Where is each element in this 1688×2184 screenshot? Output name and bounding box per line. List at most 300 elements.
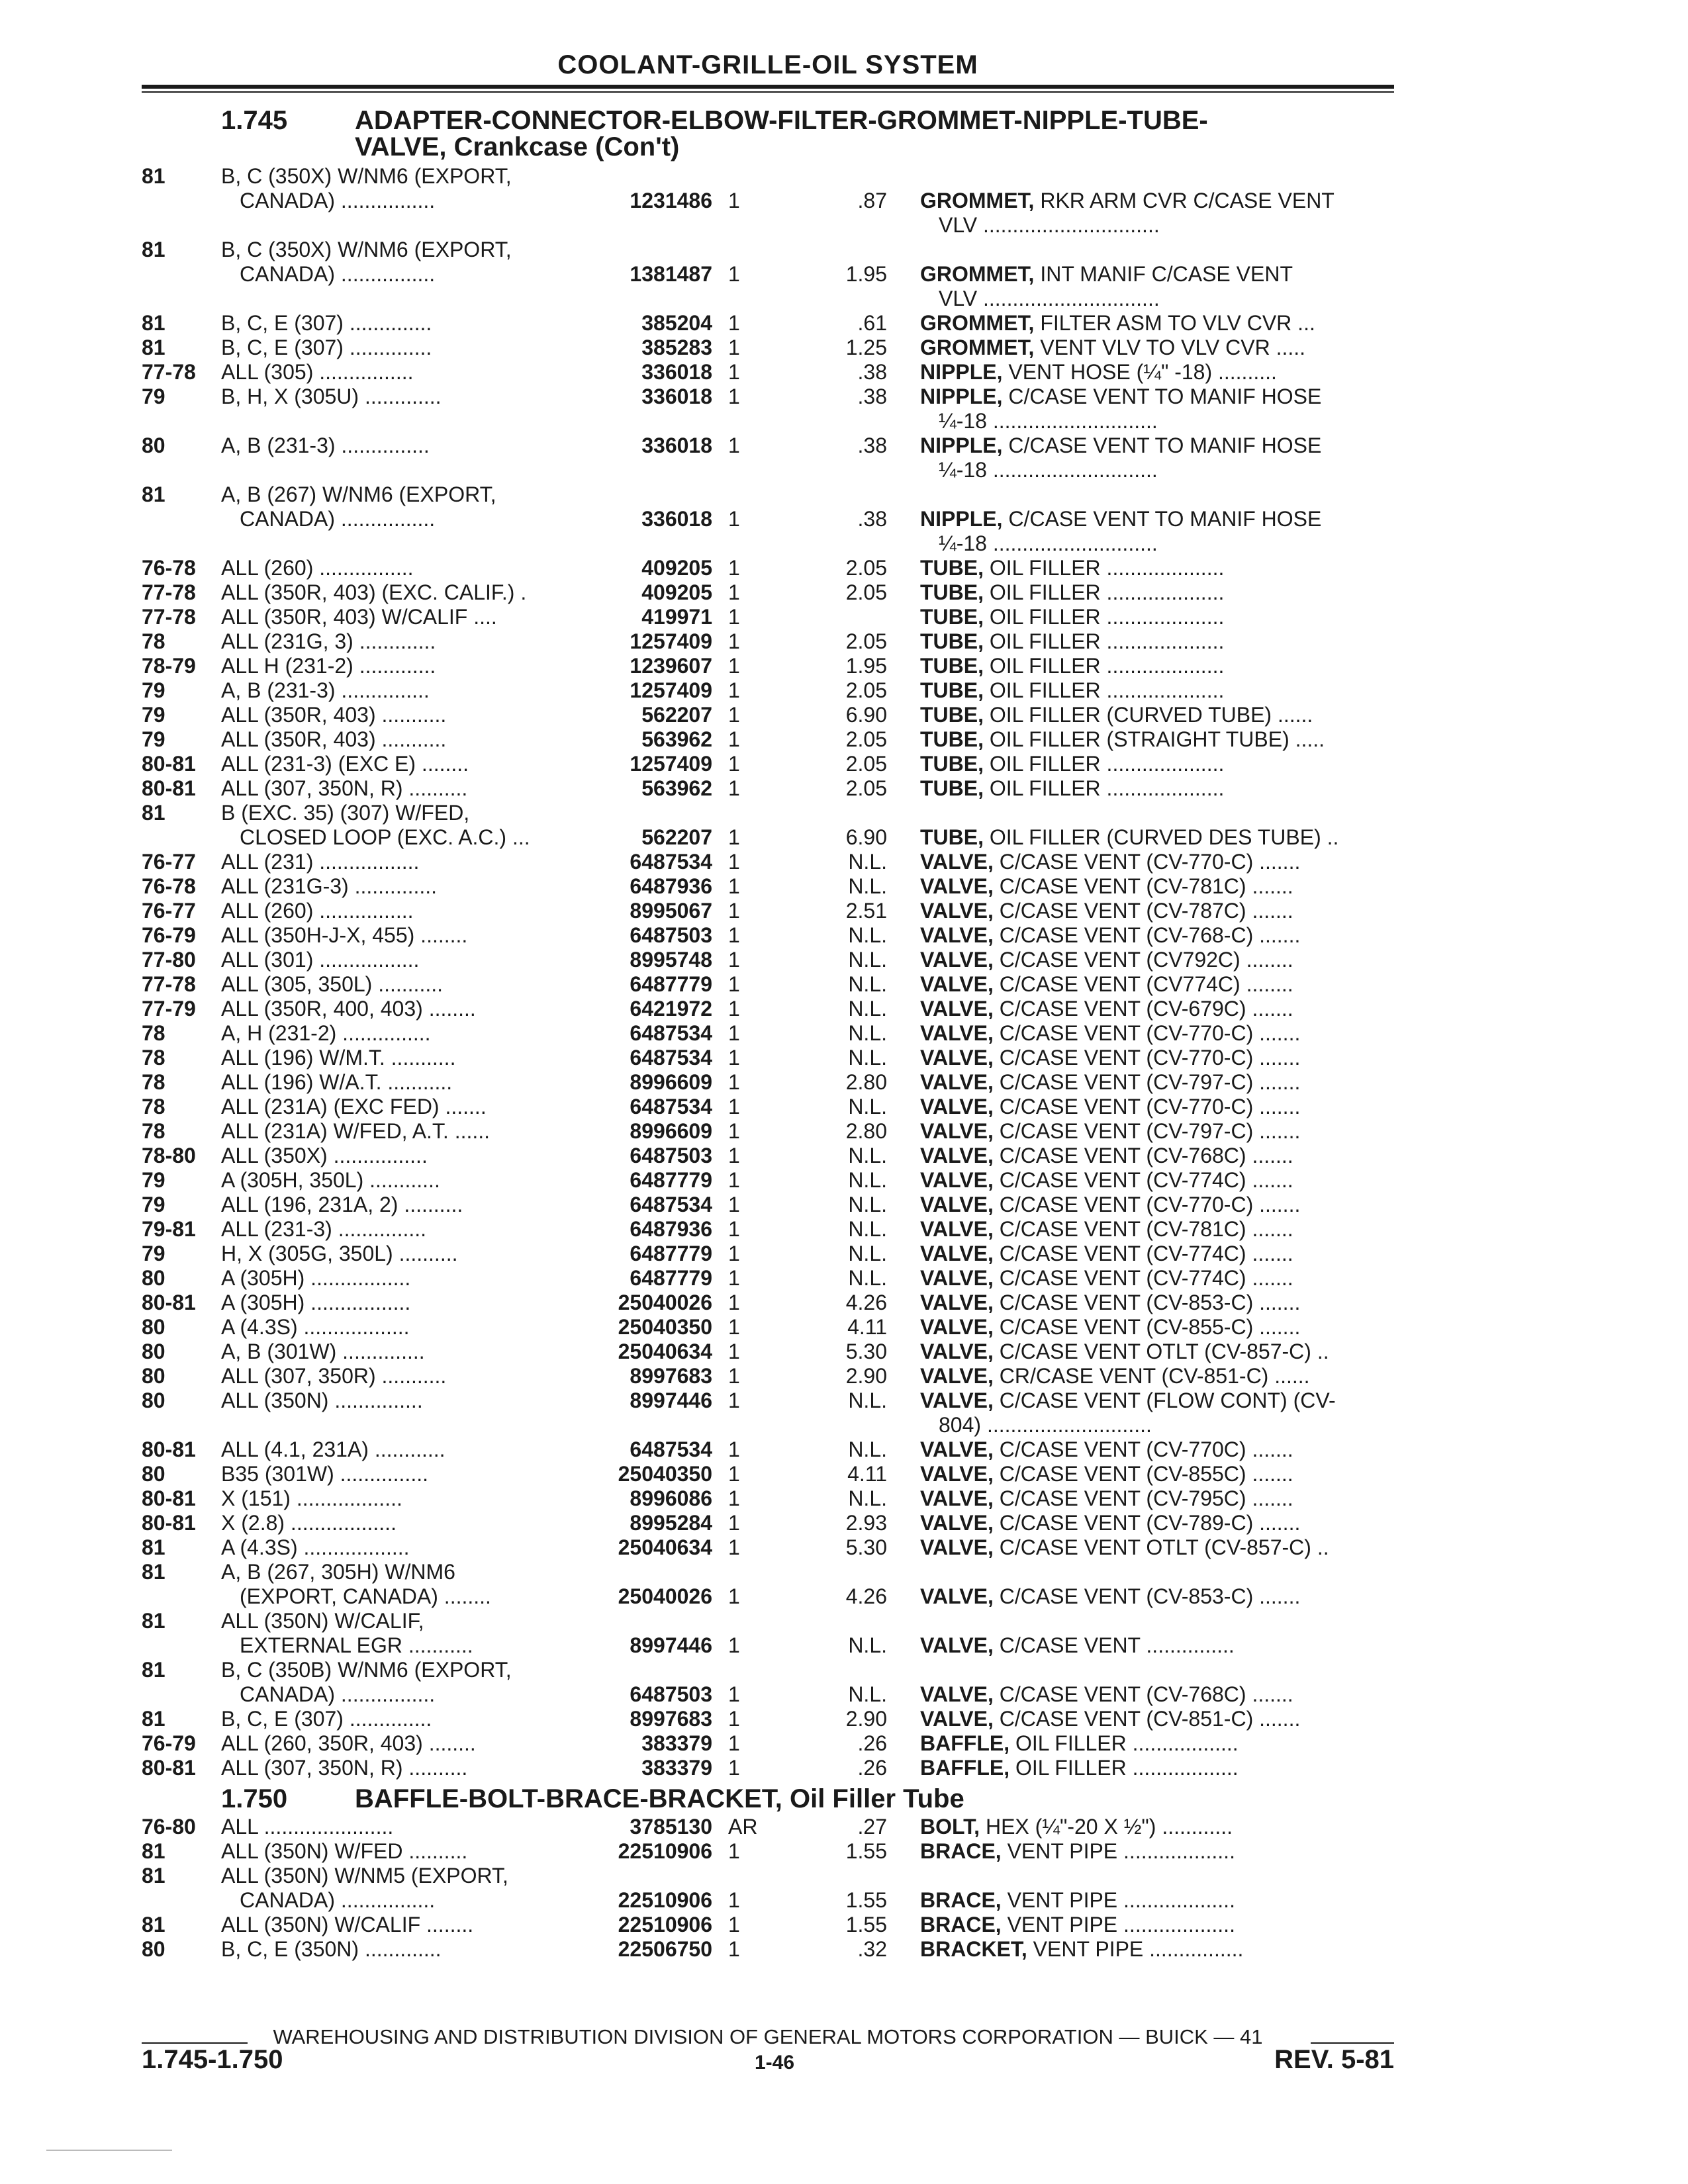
description-text: 804) ............................ [939, 1413, 1152, 1437]
year-cell: 81 [142, 1913, 165, 1936]
part-number-cell: 6487534 [630, 1021, 712, 1045]
year-cell: 81 [142, 1707, 165, 1731]
quantity-cell: 1 [728, 1315, 740, 1339]
model-cell: EXTERNAL EGR ........... [240, 1633, 473, 1657]
year-cell: 81 [142, 801, 165, 825]
description-keyword: TUBE, [920, 678, 984, 702]
model-cell: ALL H (231-2) ............. [221, 654, 436, 678]
description-cell [920, 1168, 1393, 1193]
model-cell: ALL (231A) W/FED, A.T. ...... [221, 1119, 491, 1143]
description-text: C/CASE VENT (CV-853-C) ....... [999, 1291, 1301, 1314]
year-cell: 81 [142, 1839, 165, 1863]
description-text: C/CASE VENT (CV-781C) ....... [999, 874, 1293, 898]
year-cell: 79 [142, 1242, 165, 1265]
description-keyword: VALVE, [920, 1584, 994, 1608]
price-cell: 2.93 [845, 1511, 887, 1535]
description-text: VENT PIPE ................ [1033, 1937, 1244, 1961]
quantity-cell: 1 [728, 1070, 740, 1094]
description-keyword: TUBE, [920, 776, 984, 800]
description-text: C/CASE VENT ............... [999, 1633, 1235, 1657]
year-cell: 79 [142, 385, 165, 408]
model-cell: ALL (350N) W/NM5 (EXPORT, [221, 1864, 508, 1888]
description-keyword: VALVE, [920, 923, 994, 947]
model-cell: B, C (350X) W/NM6 (EXPORT, [221, 164, 512, 188]
table-row [0, 1046, 1688, 1070]
quantity-cell: 1 [728, 1682, 740, 1706]
description-text: C/CASE VENT (CV-855C) ....... [999, 1462, 1293, 1486]
description-text: OIL FILLER .................... [989, 752, 1225, 776]
part-number-cell: 336018 [641, 433, 712, 457]
description-keyword: TUBE, [920, 629, 984, 653]
description-keyword: VALVE, [920, 1340, 994, 1363]
price-cell: 1.25 [845, 336, 887, 359]
year-cell: 80-81 [142, 776, 196, 800]
model-cell: ALL ...................... [221, 1815, 394, 1839]
table-row [0, 531, 1688, 556]
quantity-cell: 1 [728, 678, 740, 702]
price-cell: 2.05 [845, 629, 887, 653]
model-cell: ALL (350R, 400, 403) ........ [221, 997, 476, 1021]
year-cell: 76-80 [142, 1815, 196, 1839]
table-row [0, 189, 1688, 213]
description-cell [920, 1815, 1393, 1839]
description-cell [920, 997, 1393, 1021]
model-cell: B, C, E (307) .............. [221, 336, 432, 359]
table-row [0, 1168, 1688, 1193]
description-cell [920, 1731, 1393, 1756]
year-cell: 77-78 [142, 580, 196, 604]
model-cell: A (305H) ................. [221, 1266, 411, 1290]
description-cell [920, 629, 1393, 654]
description-keyword: TUBE, [920, 605, 984, 629]
model-cell: X (2.8) .................. [221, 1511, 397, 1535]
price-cell: 2.05 [845, 678, 887, 702]
description-text: RKR ARM CVR C/CASE VENT [1040, 189, 1335, 212]
table-row [0, 605, 1688, 629]
section-number: 1.750 [221, 1784, 288, 1813]
description-keyword: BRACKET, [920, 1937, 1027, 1961]
section-number: 1.745 [221, 106, 288, 135]
price-cell: .32 [857, 1937, 887, 1961]
quantity-cell: 1 [728, 189, 740, 212]
table-row [0, 1486, 1688, 1511]
table-row [0, 1364, 1688, 1388]
table-row [0, 801, 1688, 825]
description-text: C/CASE VENT (CV-770C) ....... [999, 1437, 1293, 1461]
description-keyword: BRACE, [920, 1913, 1002, 1936]
price-cell: 6.90 [845, 703, 887, 727]
table-row [0, 556, 1688, 580]
quantity-cell: 1 [728, 262, 740, 286]
year-cell: 77-79 [142, 997, 196, 1021]
table-row [0, 1266, 1688, 1291]
part-number-cell: 8995748 [630, 948, 712, 972]
part-number-cell: 25040026 [618, 1584, 712, 1608]
description-cell [939, 287, 1393, 311]
model-cell: ALL (350X) ................ [221, 1144, 428, 1167]
description-text: C/CASE VENT (CV-768C) ....... [999, 1682, 1293, 1706]
model-cell: A, H (231-2) ............... [221, 1021, 431, 1045]
year-cell: 80 [142, 1937, 165, 1961]
year-cell: 81 [142, 482, 165, 506]
model-cell: ALL (350N) W/CALIF, [221, 1609, 424, 1633]
price-cell: N.L. [848, 874, 887, 898]
description-cell [920, 874, 1393, 899]
part-number-cell: 562207 [641, 825, 712, 849]
part-number-cell: 419971 [641, 605, 712, 629]
price-cell: 2.80 [845, 1070, 887, 1094]
description-cell [920, 1462, 1393, 1486]
table-row [0, 360, 1688, 385]
price-cell: 2.05 [845, 556, 887, 580]
table-row [0, 1888, 1688, 1913]
table-row [0, 385, 1688, 409]
table-row [0, 776, 1688, 801]
price-cell: .27 [857, 1815, 887, 1839]
year-cell: 81 [142, 1609, 165, 1633]
price-cell: N.L. [848, 850, 887, 874]
footer-division-text: WAREHOUSING AND DISTRIBUTION DIVISION OF GENERAL MOTORS CORPORATION — BUICK — 41 [273, 2025, 1263, 2048]
description-keyword: TUBE, [920, 703, 984, 727]
table-row [0, 654, 1688, 678]
description-cell [920, 1756, 1393, 1780]
description-text: OIL FILLER .................... [989, 654, 1225, 678]
description-text: OIL FILLER .................... [989, 678, 1225, 702]
description-keyword: VALVE, [920, 997, 994, 1021]
model-cell: A, B (267, 305H) W/NM6 [221, 1560, 455, 1584]
description-cell [920, 311, 1393, 336]
price-cell: 4.26 [845, 1291, 887, 1314]
description-cell [939, 458, 1393, 482]
price-cell: 2.51 [845, 899, 887, 923]
model-cell: CANADA) ................ [240, 189, 436, 212]
description-text: C/CASE VENT (CV-774C) ....... [999, 1266, 1293, 1290]
description-keyword: VALVE, [920, 972, 994, 996]
footer-section-range: 1.745-1.750 [142, 2045, 283, 2074]
year-cell: 78 [142, 1119, 165, 1143]
year-cell: 80-81 [142, 1437, 196, 1461]
description-text: C/CASE VENT (CV-768-C) ....... [999, 923, 1301, 947]
year-cell: 81 [142, 1560, 165, 1584]
year-cell: 79 [142, 678, 165, 702]
part-number-cell: 336018 [641, 385, 712, 408]
description-cell [920, 1888, 1393, 1913]
part-number-cell: 6487534 [630, 1046, 712, 1069]
model-cell: ALL (350N) W/CALIF ........ [221, 1913, 474, 1936]
year-cell: 80 [142, 1315, 165, 1339]
description-keyword: GROMMET, [920, 311, 1035, 335]
description-cell [920, 433, 1393, 458]
part-number-cell: 6487534 [630, 1095, 712, 1118]
table-row [0, 825, 1688, 850]
description-cell [920, 1070, 1393, 1095]
part-number-cell: 25040350 [618, 1315, 712, 1339]
part-number-cell: 25040634 [618, 1340, 712, 1363]
table-row [0, 850, 1688, 874]
part-number-cell: 6487779 [630, 1266, 712, 1290]
quantity-cell: 1 [728, 1217, 740, 1241]
model-cell: ALL (260, 350R, 403) ........ [221, 1731, 476, 1755]
description-keyword: NIPPLE, [920, 385, 1003, 408]
table-row [0, 164, 1688, 189]
quantity-cell: 1 [728, 1388, 740, 1412]
table-row [0, 1340, 1688, 1364]
part-number-cell: 6487534 [630, 850, 712, 874]
part-number-cell: 385283 [641, 336, 712, 359]
description-keyword: VALVE, [920, 1364, 994, 1388]
description-cell [920, 189, 1393, 213]
year-cell: 81 [142, 336, 165, 359]
description-text: OIL FILLER .................... [989, 605, 1225, 629]
model-cell: ALL (231-3) ............... [221, 1217, 427, 1241]
table-row [0, 629, 1688, 654]
description-cell [939, 213, 1393, 238]
table-row [0, 1413, 1688, 1437]
description-cell [920, 1340, 1393, 1364]
quantity-cell: 1 [728, 703, 740, 727]
year-cell: 80-81 [142, 752, 196, 776]
price-cell: N.L. [848, 1682, 887, 1706]
description-keyword: VALVE, [920, 874, 994, 898]
quantity-cell: 1 [728, 1144, 740, 1167]
description-cell [920, 1364, 1393, 1388]
part-number-cell: 336018 [641, 507, 712, 531]
year-cell: 78 [142, 1095, 165, 1118]
quantity-cell: 1 [728, 1486, 740, 1510]
description-cell [920, 1584, 1393, 1609]
price-cell: .87 [857, 189, 887, 212]
table-row [0, 1658, 1688, 1682]
table-row [0, 580, 1688, 605]
part-number-cell: 22510906 [618, 1913, 712, 1936]
price-cell: .61 [857, 311, 887, 335]
quantity-cell: AR [728, 1815, 758, 1839]
description-cell [920, 1839, 1393, 1864]
price-cell: N.L. [848, 1217, 887, 1241]
table-row [0, 1021, 1688, 1046]
year-cell: 80 [142, 433, 165, 457]
description-keyword: VALVE, [920, 1046, 994, 1069]
part-number-cell: 6421972 [630, 997, 712, 1021]
quantity-cell: 1 [728, 1193, 740, 1216]
price-cell: 1.55 [845, 1839, 887, 1863]
description-keyword: VALVE, [920, 1707, 994, 1731]
year-cell: 79 [142, 1168, 165, 1192]
description-keyword: BOLT, [920, 1815, 980, 1839]
quantity-cell: 1 [728, 507, 740, 531]
description-text: OIL FILLER .................. [1015, 1756, 1239, 1780]
part-number-cell: 563962 [641, 727, 712, 751]
quantity-cell: 1 [728, 1437, 740, 1461]
description-keyword: VALVE, [920, 1291, 994, 1314]
description-cell [920, 850, 1393, 874]
price-cell: .38 [857, 433, 887, 457]
description-text: OIL FILLER (STRAIGHT TUBE) ..... [989, 727, 1325, 751]
year-cell: 80 [142, 1364, 165, 1388]
year-cell: 77-78 [142, 605, 196, 629]
year-cell: 81 [142, 164, 165, 188]
quantity-cell: 1 [728, 727, 740, 751]
table-row [0, 262, 1688, 287]
table-row [0, 1315, 1688, 1340]
part-number-cell: 409205 [641, 556, 712, 580]
quantity-cell: 1 [728, 556, 740, 580]
description-cell [920, 1937, 1393, 1962]
price-cell: 2.05 [845, 580, 887, 604]
model-cell: (EXPORT, CANADA) ........ [240, 1584, 491, 1608]
price-cell: .26 [857, 1731, 887, 1755]
quantity-cell: 1 [728, 433, 740, 457]
price-cell: .38 [857, 360, 887, 384]
price-cell: N.L. [848, 1193, 887, 1216]
description-text: VENT PIPE ................... [1007, 1839, 1235, 1863]
description-text: OIL FILLER (CURVED TUBE) ...... [989, 703, 1313, 727]
price-cell: N.L. [848, 1144, 887, 1167]
description-text: C/CASE VENT (CV-781C) ....... [999, 1217, 1293, 1241]
table-row [0, 311, 1688, 336]
description-cell [920, 752, 1393, 776]
part-number-cell: 6487534 [630, 1437, 712, 1461]
price-cell: 1.95 [845, 262, 887, 286]
description-cell [920, 1217, 1393, 1242]
price-cell: N.L. [848, 923, 887, 947]
description-text: VENT VLV TO VLV CVR ..... [1040, 336, 1306, 359]
table-row [0, 1193, 1688, 1217]
table-row [0, 1095, 1688, 1119]
part-number-cell: 22510906 [618, 1839, 712, 1863]
model-cell: B, C, E (307) .............. [221, 311, 432, 335]
description-text: C/CASE VENT (CV-851-C) ....... [999, 1707, 1301, 1731]
table-row [0, 1462, 1688, 1486]
year-cell: 80-81 [142, 1291, 196, 1314]
part-number-cell: 563962 [641, 776, 712, 800]
description-keyword: TUBE, [920, 752, 984, 776]
description-text: OIL FILLER .................... [989, 580, 1225, 604]
description-text: C/CASE VENT TO MANIF HOSE [1008, 433, 1322, 457]
price-cell: 2.05 [845, 776, 887, 800]
description-keyword: VALVE, [920, 1486, 994, 1510]
description-cell [920, 580, 1393, 605]
table-row [0, 703, 1688, 727]
price-cell: 2.80 [845, 1119, 887, 1143]
description-cell [920, 507, 1393, 531]
model-cell: ALL (301) ................. [221, 948, 420, 972]
description-keyword: VALVE, [920, 1633, 994, 1657]
description-keyword: TUBE, [920, 654, 984, 678]
price-cell: .26 [857, 1756, 887, 1780]
year-cell: 80 [142, 1462, 165, 1486]
year-cell: 77-78 [142, 360, 196, 384]
table-row [0, 1560, 1688, 1584]
description-keyword: VALVE, [920, 1193, 994, 1216]
table-row [0, 409, 1688, 433]
title-rule [142, 85, 1394, 89]
description-cell [920, 1682, 1393, 1707]
year-cell: 81 [142, 311, 165, 335]
description-cell [920, 899, 1393, 923]
part-number-cell: 1257409 [630, 752, 712, 776]
table-row [0, 1937, 1688, 1962]
year-cell: 78-79 [142, 654, 196, 678]
description-text: OIL FILLER .................. [1015, 1731, 1239, 1755]
table-row [0, 238, 1688, 262]
description-cell [920, 1388, 1393, 1413]
description-cell [920, 1437, 1393, 1462]
part-number-cell: 25040350 [618, 1462, 712, 1486]
part-number-cell: 8996609 [630, 1119, 712, 1143]
table-row [0, 507, 1688, 531]
description-cell [920, 1535, 1393, 1560]
description-keyword: VALVE, [920, 1462, 994, 1486]
description-cell [920, 556, 1393, 580]
quantity-cell: 1 [728, 336, 740, 359]
table-row [0, 1815, 1688, 1839]
description-text: INT MANIF C/CASE VENT [1040, 262, 1293, 286]
quantity-cell: 1 [728, 605, 740, 629]
part-number-cell: 1381487 [630, 262, 712, 286]
description-text: VENT HOSE (¼" -18) .......... [1008, 360, 1277, 384]
description-text: C/CASE VENT (CV-768C) ....... [999, 1144, 1293, 1167]
quantity-cell: 1 [728, 948, 740, 972]
year-cell: 78 [142, 1046, 165, 1069]
description-text: VENT PIPE ................... [1007, 1913, 1235, 1936]
model-cell: B, H, X (305U) ............. [221, 385, 442, 408]
quantity-cell: 1 [728, 1839, 740, 1863]
description-cell [920, 385, 1393, 409]
quantity-cell: 1 [728, 385, 740, 408]
description-keyword: BAFFLE, [920, 1731, 1010, 1755]
model-cell: ALL (350N) ............... [221, 1388, 423, 1412]
description-keyword: VALVE, [920, 1388, 994, 1412]
model-cell: ALL (350R, 403) ........... [221, 727, 447, 751]
table-row [0, 482, 1688, 507]
price-cell: N.L. [848, 1266, 887, 1290]
description-cell [920, 1315, 1393, 1340]
year-cell: 78 [142, 629, 165, 653]
year-cell: 81 [142, 1535, 165, 1559]
part-number-cell: 8997446 [630, 1388, 712, 1412]
quantity-cell: 1 [728, 1266, 740, 1290]
year-cell: 80-81 [142, 1511, 196, 1535]
quantity-cell: 1 [728, 923, 740, 947]
description-keyword: VALVE, [920, 1144, 994, 1167]
price-cell: 6.90 [845, 825, 887, 849]
quantity-cell: 1 [728, 1511, 740, 1535]
description-cell [920, 1913, 1393, 1937]
description-text: ¼-18 ............................ [939, 458, 1158, 482]
description-cell [920, 1266, 1393, 1291]
quantity-cell: 1 [728, 874, 740, 898]
part-number-cell: 1257409 [630, 629, 712, 653]
description-keyword: TUBE, [920, 556, 984, 580]
quantity-cell: 1 [728, 752, 740, 776]
price-cell: N.L. [848, 948, 887, 972]
price-cell: 1.95 [845, 654, 887, 678]
model-cell: ALL (260) ................ [221, 556, 414, 580]
description-text: CR/CASE VENT (CV-851-C) ...... [999, 1364, 1310, 1388]
table-row [0, 874, 1688, 899]
price-cell: N.L. [848, 1388, 887, 1412]
model-cell: ALL (196) W/A.T. ........... [221, 1070, 453, 1094]
year-cell: 81 [142, 1864, 165, 1888]
table-row [0, 923, 1688, 948]
description-keyword: VALVE, [920, 899, 994, 923]
description-cell [920, 336, 1393, 360]
table-row [0, 678, 1688, 703]
table-row [0, 1511, 1688, 1535]
model-cell: ALL (305) ................ [221, 360, 414, 384]
price-cell: 5.30 [845, 1535, 887, 1559]
